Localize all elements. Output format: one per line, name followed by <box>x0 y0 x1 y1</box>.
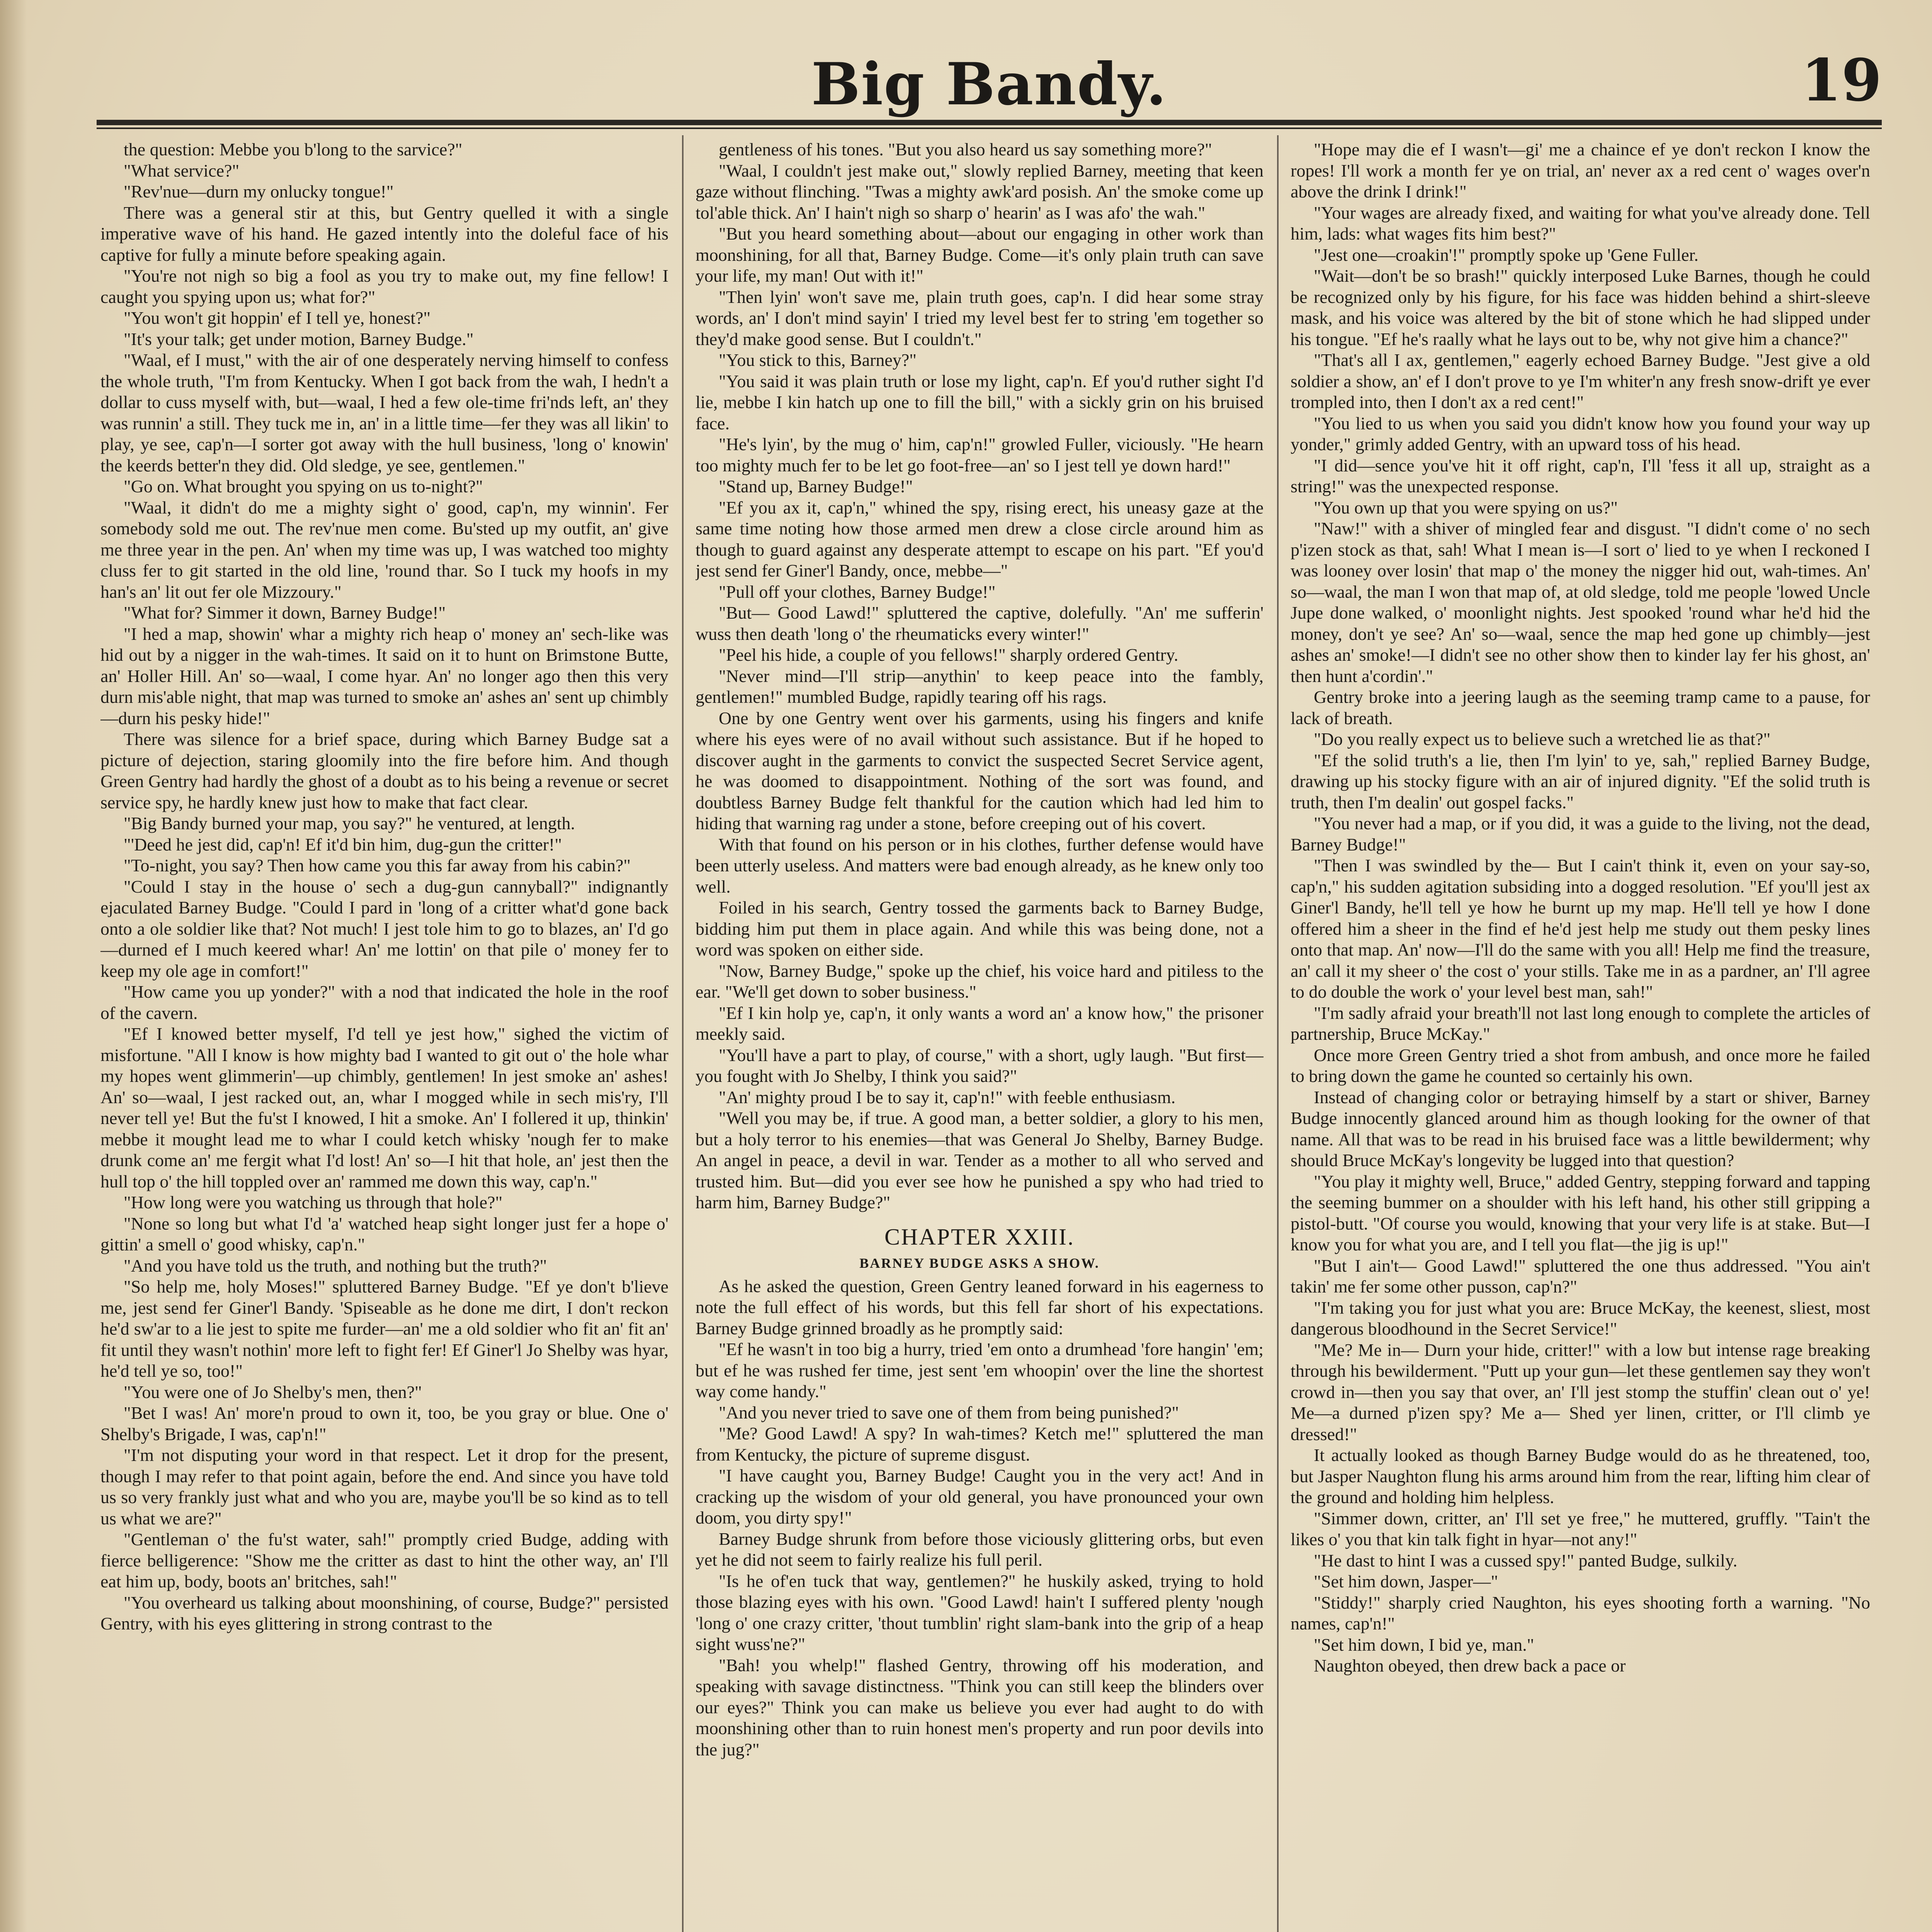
paragraph: "To-night, you say? Then how came you this far away from his cabin?" <box>124 855 631 875</box>
paragraph: "I'm sadly afraid your breath'll not last long enough to complete the articles of partnership, Bruce McKay." <box>1291 1003 1870 1044</box>
paragraph: Foiled in his search, Gentry tossed the garments back to Barney Budge, bidding him put them in place again. And while this was being done, not a word was spoken on either side. <box>696 898 1264 959</box>
paragraph: "An' mighty proud I be to say it, cap'n!" with feeble enthusiasm. <box>719 1087 1176 1107</box>
paragraph: There was silence for a brief space, during which Barney Budge sat a picture of dejection, staring gloomily into the fire before him. And though Green Gentry had hardly the ghost of a doubt as to his being a revenue or secret service spy, he hardly knew just how to make that fact clear. <box>100 729 668 812</box>
paragraph: "You play it mighty well, Bruce," added Gentry, stepping forward and tapping the seeming bummer on a shoulder with his left hand, his other still gripping a pistol-butt. "Of course you would, knowing that your very life is at stake. But—I know you for what you are, and I tell you flat—the jig is up!" <box>1291 1171 1870 1254</box>
paragraph: "It's your talk; get under motion, Barney Budge." <box>124 329 474 349</box>
paragraph: "Waal, I couldn't jest make out," slowly replied Barney, meeting that keen gaze without flinching. "Twas a mighty awk'ard posish. An' the smoke come up tol'able thick. An' I hain't nigh so sharp o' hearin' as I was afo' the wah." <box>696 160 1264 223</box>
paragraph: "That's all I ax, gentlemen," eagerly echoed Barney Budge. "Jest give a old soldier a show, an' ef I don't prove to ye I'm whiter'n any fresh snow-drift ye ever trompled into, then I don't ax a red cent!" <box>1291 350 1870 412</box>
paragraph: One by one Gentry went over his garments, using his fingers and knife where his eyes were of no avail without such assistance. But if he hoped to discover aught in the garments to convict the suspected Secret Service agent, he was doomed to disappointment. Nothing of the sort was found, and doubtless Barney Budge felt thankful for the caution which had led him to hiding that warning rag under a stone, before creeping out of his covert. <box>696 708 1264 833</box>
paragraph: "'Deed he jest did, cap'n! Ef it'd bin him, dug-gun the critter!" <box>124 834 562 854</box>
paragraph: "Big Bandy burned your map, you say?" he ventured, at length. <box>124 813 575 833</box>
paragraph: As he asked the question, Green Gentry leaned forward in his eagerness to note the full effect of his words, but this fell far short of his expectations. Barney Budge grinned broadly as he promptly said: <box>696 1276 1264 1338</box>
paragraph: "Peel his hide, a couple of you fellows!" sharply ordered Gentry. <box>719 645 1179 665</box>
paragraph: "Me? Me in— Durn your hide, critter!" with a low but intense rage breaking through his bewilderment. "Putt up your gun—let these gentlemen say they won't crowd in—then you say that over, an' I'll jest stomp the stuffin' clean out o' ye! Me—a durned p'izen spy? Me a— Shed yer linen, critter, or I'll climb ye dressed!" <box>1291 1340 1870 1444</box>
paragraph: Once more Green Gentry tried a shot from ambush, and once more he failed to bring down the game he counted so certainly his own. <box>1291 1045 1870 1086</box>
paragraph: "Waal, it didn't do me a mighty sight o' good, cap'n, my winnin'. Fer somebody sold me out. The rev'nue men come. Bu'sted up my outfit, an' give me three year in the pen. An' when my time was up, I was watched too mighty cluss fer to git started in the old line, 'round thar. So I tuck my hoofs in my han's an' lit out fer ole Mizzoury." <box>100 497 668 602</box>
paragraph: "Waal, ef I must," with the air of one desperately nerving himself to confess the whole truth, "I'm from Kentucky. When I got back from the wah, I hedn't a dollar to cuss myself with, but—waal, I hed a few ole-time fri'nds left, an' they was runnin' a still. They tuck me in, an' in a little time—fer they was all likin' to play, ye see, cap'n—I sorter got away with the hull business, 'long o' knowin' the keerds better'n they did. Old sledge, ye see, gentlemen." <box>100 350 668 475</box>
paragraph: "You overheard us talking about moonshining, of course, Budge?" persisted Gentry, with his eyes glittering in strong contrast to the <box>100 1592 668 1633</box>
paragraph: "Ef I kin holp ye, cap'n, it only wants a word an' a know how," the prisoner meekly said. <box>696 1003 1264 1044</box>
paragraph: "You lied to us when you said you didn't know how you found your way up yonder," grimly added Gentry, with an upward toss of his head. <box>1291 413 1870 454</box>
page-number: 19 <box>1801 46 1882 114</box>
paragraph: "Simmer down, critter, an' I'll set ye free," he muttered, gruffly. "Tain't the likes o' you that kin talk fight in hyar—not any!" <box>1291 1508 1870 1549</box>
chapter-subtitle: BARNEY BUDGE ASKS A SHOW. <box>859 1255 1100 1271</box>
paragraph: "Ef he wasn't in too big a hurry, tried 'em onto a drumhead 'fore hangin' 'em; but ef he was rushed fer time, jest sent 'em whoopin' over the line the shortest way come handy." <box>696 1339 1264 1401</box>
paragraph: "And you never tried to save one of them from being punished?" <box>719 1402 1179 1422</box>
paragraph: Gentry broke into a jeering laugh as the seeming tramp came to a pause, for lack of breath. <box>1291 687 1870 728</box>
paragraph: "How long were you watching us through that hole?" <box>124 1192 503 1212</box>
paragraph: "Do you really expect us to believe such a wretched lie as that?" <box>1314 729 1771 749</box>
running-title: Big Bandy. <box>811 50 1167 118</box>
paragraph: "Me? Good Lawd! A spy? In wah-times? Ketch me!" spluttered the man from Kentucky, the picture of supreme disgust. <box>696 1423 1264 1464</box>
paragraph: "Ef you ax it, cap'n," whined the spy, rising erect, his uneasy gaze at the same time noting how those armed men drew a close circle around him as though to guard against any desperate attempt to escape on his part. "Ef you'd jest send fer Giner'l Bandy, once, mebbe—" <box>696 497 1264 580</box>
paragraph: Barney Budge shrunk from before those viciously glittering orbs, but even yet he did not seem to fairly realize his full peril. <box>696 1529 1264 1570</box>
chapter-heading: CHAPTER XXIII. <box>884 1224 1075 1250</box>
paragraph: "Rev'nue—durn my onlucky tongue!" <box>124 182 394 201</box>
paragraph: "But you heard something about—about our engaging in other work than moonshining, for all that, Barney Budge. Come—it's only plain truth can save your life, my man! Out with it!" <box>696 224 1264 286</box>
paragraph: "Go on. What brought you spying on us to-night?" <box>124 476 483 496</box>
text-column-3 <box>1291 139 1870 1932</box>
paragraph: "You're not nigh so big a fool as you try to make out, my fine fellow! I caught you spying upon us; what for?" <box>100 266 668 307</box>
paragraph: "And you have told us the truth, and nothing but the truth?" <box>124 1255 547 1276</box>
paragraph: Instead of changing color or betraying himself by a start or shiver, Barney Budge innocently glanced around him as though looking for the owner of that name. All that was to be read in his bruised face was a little bewilderment; why should Bruce McKay's longevity be lugged into that question? <box>1291 1087 1870 1170</box>
paragraph: "Bah! you whelp!" flashed Gentry, throwing off his moderation, and speaking with savage distinctness. "Think you can still keep the blinders over our eyes?" Think you can make us believe you ever had aught to do with moonshining other than to ruin honest men's property and run poor devils into the jug?" <box>696 1655 1264 1759</box>
paragraph: It actually looked as though Barney Budge would do as he threatened, too, but Jasper Naughton flung his arms around him from the rear, lifting him clear of the ground and holding him helpless. <box>1291 1445 1870 1507</box>
paragraph: "Bet I was! An' more'n proud to own it, too, be you gray or blue. One o' Shelby's Brigade, I was, cap'n!" <box>100 1403 668 1444</box>
paragraph: "Well you may be, if true. A good man, a better soldier, a glory to his men, but a holy terror to his enemies—that was General Jo Shelby, Barney Budge. An angel in peace, a devil in war. Tender as a mother to all who served and trusted him. But—did you ever see how he punished a spy who had tried to harm him, Barney Budge?" <box>696 1108 1264 1212</box>
page-header <box>97 27 1882 124</box>
paragraph: "Stiddy!" sharply cried Naughton, his eyes shooting forth a warning. "No names, cap'n!" <box>1291 1592 1870 1633</box>
paragraph: "Then lyin' won't save me, plain truth goes, cap'n. I did hear some stray words, an' I don't mind sayin' I tried my level best fer to string 'em together so they'd make good sense. But I couldn't." <box>696 287 1264 349</box>
paragraph: "You said it was plain truth or lose my light, cap'n. Ef you'd ruther sight I'd lie, mebbe I kin hatch up one to fill the bill," with a sickly grin on his bruised face. <box>696 371 1264 433</box>
paragraph: "I did—sence you've hit it off right, cap'n, I'll 'fess it all up, straight as a string!" was the unexpected response. <box>1291 455 1870 496</box>
paragraph: "I hed a map, showin' whar a mighty rich heap o' money an' sech-like was hid out by a nigger in the wah-times. It said on it to hunt on Brimstone Butte, an' Holler Hill. An' so—waal, I come hyar. An' no longer ago then this very durn mis'able night, that map was turned to smoke an' ashes an' sent up chimbly—durn his pesky hide!" <box>100 624 668 728</box>
paragraph: "You never had a map, or if you did, it was a guide to the living, not the dead, Barney Budge!" <box>1291 813 1870 854</box>
paragraph: "Then I was swindled by the— But I cain't think it, even on your say-so, cap'n," his sudden agitation subsiding into a dogged resolution. "Ef you'll jest ax Giner'l Bandy, he'll tell ye how he burnt up my map. He'll tell ye how I done offered him a sheer in the find ef he'd jest help me study out them pesky lines onto that map. An' now—I'll do the same with you all! Help me find the treasure, an' call it my sheer o' the cost o' your stills. Take me in as a pardner, an' I'll agree to do double the work o' your level best man, sah!" <box>1291 855 1870 1002</box>
paragraph: "Jest one—croakin'!" promptly spoke up 'Gene Fuller. <box>1314 245 1699 265</box>
paragraph: "You won't git hoppin' ef I tell ye, honest?" <box>124 308 431 328</box>
text-column-1 <box>100 139 668 1932</box>
paragraph: "Wait—don't be so brash!" quickly interposed Luke Barnes, though he could be recognized only by his figure, for his face was hidden behind a shirt-sleeve mask, and his voice was altered by the bit of stone which he had slipped under his tongue. "Ef he's raally what he lays out to be, why not give him a chance?" <box>1291 266 1870 349</box>
paragraph: "How came you up yonder?" with a nod that indicated the hole in the roof of the cavern. <box>100 982 668 1023</box>
paragraph: "Ef the solid truth's a lie, then I'm lyin' to ye, sah," replied Barney Budge, drawing up his stocky figure with an air of injured dignity. "Ef the solid truth is truth, then I'm dealin' out gospel facks." <box>1291 750 1870 812</box>
paragraph: "Pull off your clothes, Barney Budge!" <box>719 582 996 602</box>
paragraph: "Stand up, Barney Budge!" <box>719 476 913 496</box>
paragraph: "You stick to this, Barney?" <box>719 350 917 370</box>
paragraph: "You own up that you were spying on us?" <box>1314 497 1618 517</box>
paragraph: "What for? Simmer it down, Barney Budge!" <box>124 603 446 622</box>
paragraph: "He's lyin', by the mug o' him, cap'n!" growled Fuller, viciously. "He hearn too mighty much fer to be let go foot-free—an' so I jest tell ye down hard!" <box>696 434 1264 475</box>
paragraph: "Could I stay in the house o' sech a dug-gun cannyball?" indignantly ejaculated Barney Budge. "Could I pard in 'long of a critter what'd gone back onto a ole soldier like that? Not much! I jest tole him to go to blazes, an' I'd go—durned ef I much keered whar! An' me lottin' on that pile o' money fer to keep my ole age in comfort!" <box>100 876 668 981</box>
paragraph: "Set him down, Jasper—" <box>1314 1571 1498 1591</box>
header-rule-thin <box>97 128 1882 129</box>
paragraph: "But— Good Lawd!" spluttered the captive, dolefully. "An' me sufferin' wuss then death 'long o' the rheumaticks every winter!" <box>696 603 1264 644</box>
paragraph: "Gentleman o' the fu'st water, sah!" promptly cried Budge, adding with fierce belligerence: "Show me the critter as dast to hint the other way, an' I'll eat him up, body, boots an' britches, sah!" <box>100 1529 668 1591</box>
paragraph: "You'll have a part to play, of course," with a short, ugly laugh. "But first—you fought with Jo Shelby, I think you said?" <box>696 1045 1264 1086</box>
paragraph: Naughton obeyed, then drew back a pace or <box>1314 1656 1626 1675</box>
paragraph: "You were one of Jo Shelby's men, then?" <box>124 1382 422 1402</box>
paragraph: "Is he of'en tuck that way, gentlemen?" he huskily asked, trying to hold those blazing eyes with his own. "Good Lawd! hain't I suffered plenty 'nough 'long o' one crazy critter, 'thout tumblin' right slam-bank into the grip of a heap sight wuss'ne?" <box>696 1571 1264 1654</box>
paragraph: "Hope may die ef I wasn't—gi' me a chaince ef ye don't reckon I know the ropes! I'll work a month fer ye on trial, an' never ax a red cent o' wages over'n above the drink I drink!" <box>1291 139 1870 201</box>
paragraph: "I have caught you, Barney Budge! Caught you in the very act! And in cracking up the wisdom of your old general, you have pronounced your own doom, you dirty spy!" <box>696 1466 1264 1527</box>
paragraph: "I'm taking you for just what you are: Bruce McKay, the keenest, sliest, most dangerous bloodhound in the Secret Service!" <box>1291 1298 1870 1338</box>
paragraph: "Naw!" with a shiver of mingled fear and disgust. "I didn't come o' no sech p'izen stock as that, sah! What I mean is—I sort o' lied to ye when I reckoned I was looney over losin' that map o' the money the nigger hid out, wah-times. An' so—waal, the man I won that map of, at old sledge, told me people 'lowed Uncle Jupe done walked, o' moonlight nights. Jest spooked 'round whar he'd hid the money, don't ye see? An' so—waal, sence the map hed gone up chimbly—jest ashes an' smoke!—I didn't see no other show then to kinder lay fer his ghost, an' then hunt a'cordin'." <box>1291 519 1870 686</box>
column-divider-1 <box>682 135 684 1932</box>
paragraph: "But I ain't— Good Lawd!" spluttered the one thus addressed. "You ain't takin' me fer some other pusson, cap'n?" <box>1291 1255 1870 1296</box>
paragraph: the question: Mebbe you b'long to the sarvice?" <box>124 139 463 159</box>
paragraph: "Set him down, I bid ye, man." <box>1314 1634 1534 1655</box>
paragraph: gentleness of his tones. "But you also heard us say something more?" <box>719 139 1212 159</box>
paragraph: "Your wages are already fixed, and waiting for what you've already done. Tell him, lads: what wages fits him best?" <box>1291 202 1870 243</box>
paragraph: "Never mind—I'll strip—anythin' to keep peace into the fambly, gentlemen!" mumbled Budge, rapidly tearing off his rags. <box>696 666 1264 707</box>
paragraph: "Now, Barney Budge," spoke up the chief, his voice hard and pitiless to the ear. "We'll get down to sober business." <box>696 961 1264 1002</box>
column-divider-2 <box>1277 135 1279 1932</box>
paragraph: "What service?" <box>124 160 240 180</box>
paragraph: "He dast to hint I was a cussed spy!" panted Budge, sulkily. <box>1314 1550 1738 1570</box>
paragraph: There was a general stir at this, but Gentry quelled it with a single imperative wave of his hand. He gazed intently into the doleful face of his captive for fully a minute before speaking again. <box>100 202 668 265</box>
paragraph: "I'm not disputing your word in that respect. Let it drop for the present, though I may refer to that point again, before the end. And since you have told us so very frankly just what and who you are, maybe you'll be so kind as to tell us what we are?" <box>100 1445 668 1528</box>
paragraph: "Ef I knowed better myself, I'd tell ye jest how," sighed the victim of misfortune. "All I know is how mighty bad I wanted to git out o' the hole whar my hopes went glimmerin'—up chimbly, gentlemen! In jest smoke an' ashes! An' so—waal, I jest racked out, an, whar I mogged while in sech mis'ry, I'll never tell ye! But the fu'st I knowed, I hit a smoke. An' I follered it up, thinkin' mebbe it mought lead me to whar I could ketch whisky 'nough fer to make drunk come an' me fergit what I'd lost! An' so—I hit that hole, an' jest then the hull top o' the hill toppled over an' rammed me down this way, cap'n." <box>100 1024 668 1191</box>
header-rule <box>97 120 1882 125</box>
paragraph: "None so long but what I'd 'a' watched heap sight longer just fer a hope o' gittin' a smell o' good whisky, cap'n." <box>100 1213 668 1254</box>
paragraph: With that found on his person or in his clothes, further defense would have been utterly useless. And matters were bad enough already, as he knew only too well. <box>696 834 1264 896</box>
binding-shadow <box>0 0 27 1932</box>
paragraph: "So help me, holy Moses!" spluttered Barney Budge. "Ef ye don't b'lieve me, jest send fer Giner'l Bandy. 'Spiseable as he done me dirt, I don't reckon he'd sw'ar to a lie jest to spite me furder—an' me a old soldier who fit an' fit an' fit until they wasn't nothin' more left to fight fer! Ef Giner'l Jo Shelby was hyar, he'd tell ye so, too!" <box>100 1277 668 1381</box>
text-column-2 <box>696 139 1264 1932</box>
